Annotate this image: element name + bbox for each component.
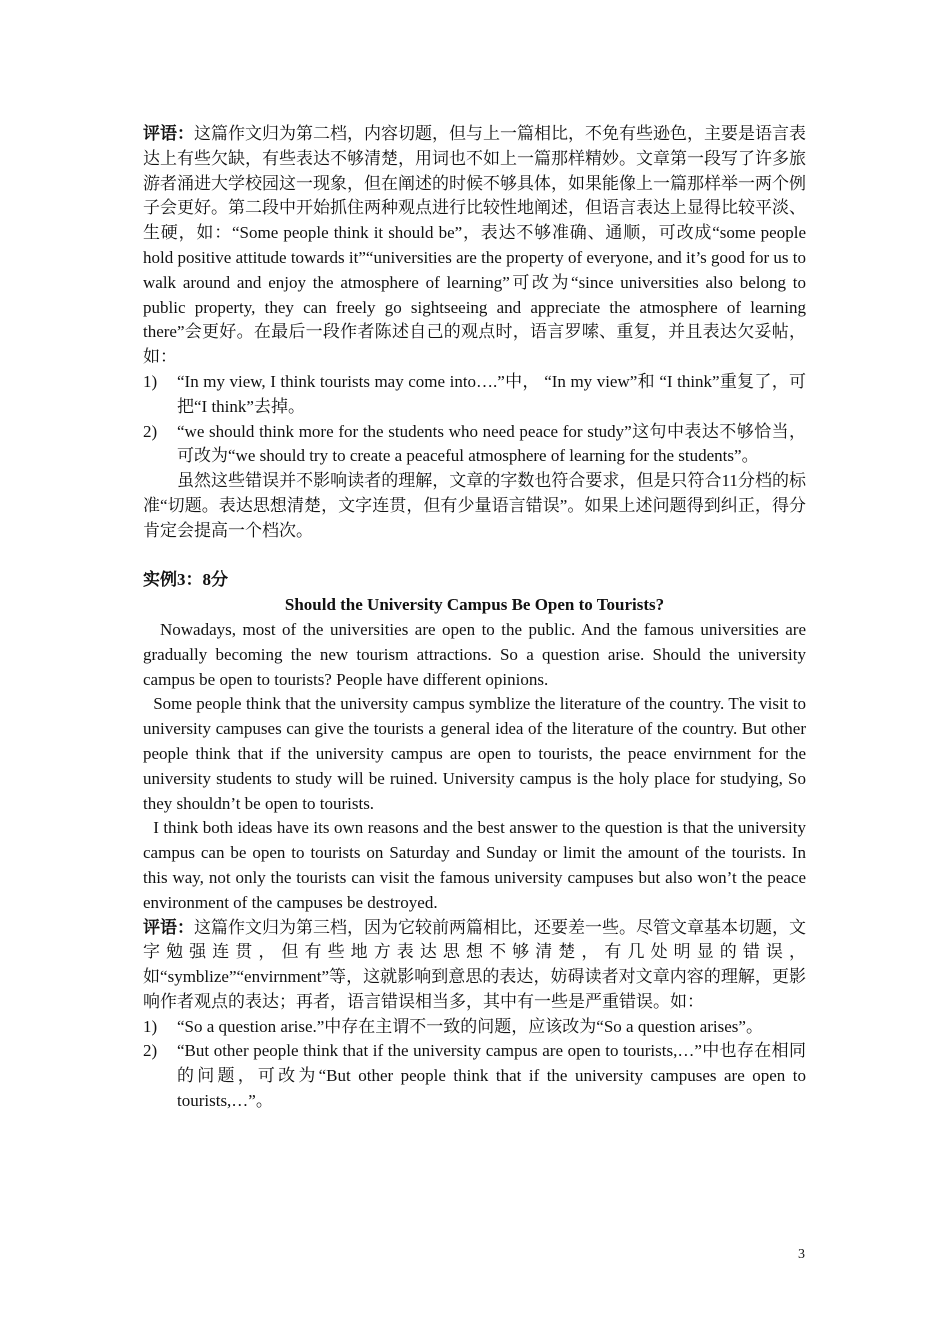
review-3-paragraph (143, 916, 806, 1015)
review-2-item-2 (143, 420, 806, 470)
review-label: 评语： (143, 124, 194, 143)
review-2-item-1 (143, 370, 806, 420)
list-text: “In my view, I think tourists may come into….”中， “In my view”和 “I think”重复了，可把“I think”去掉。 (177, 371, 806, 416)
review-text: 这篇作文归为第三档，因为它较前两篇相比，还要差一些。尽管文章基本切题，文字勉强连贯，但有些地方表达思想不够清楚，有几处明显的错误，如“symblize”“envirnment”等，这就影响到意思的表达，妨碍读者对文章内容的理解，更影响作者观点的表达；再者，语言错误相当多，其中有一些是严重错误。如： (143, 917, 806, 1011)
list-number: 2) (143, 1041, 158, 1061)
list-number: 2) (143, 421, 158, 441)
spacer (143, 544, 806, 569)
essay-paragraph-1: Nowadays, most of the universities are open to the public. And the famous universities are gradually becoming the new tourism attractions. So a question arise. Should the university campus be open to tourists? People have different opinions. (143, 619, 806, 689)
review-2-paragraph (143, 122, 806, 370)
list-text: “So a question arise.”中存在主谓不一致的问题，应该改为“So a question arises”。 (177, 1016, 763, 1036)
list-number: 1) (143, 371, 158, 391)
list-text: “But other people think that if the university campus are open to tourists,…”中也存在相同的问题，可改为“But other people think that if the university campuses are open to tourists,…”。 (177, 1041, 806, 1111)
list-text: “we should think more for the students who need peace for study”这句中表达不够恰当，可改为“we should try to create a peaceful atmosphere of learning for the students”。 (177, 421, 806, 466)
essay-paragraph-3: I think both ideas have its own reasons and the best answer to the question is that the university campus can be open to tourists on Saturday and Sunday or limit the amount of the tourists. In this way, not only the tourists can visit the famous university campuses but also won’t the peace environment of the campuses be destroyed. (143, 818, 806, 912)
example-3-heading: 实例3：8分 (143, 570, 228, 590)
review-3-item-2 (143, 1039, 806, 1113)
document-page (143, 122, 806, 1114)
review-3-item-1 (143, 1015, 806, 1040)
page-number: 3 (798, 1247, 805, 1262)
review-label: 评语： (143, 917, 194, 937)
review-2-conclusion: 虽然这些错误并不影响读者的理解，文章的字数也符合要求，但是只符合11分档的标准“切题。表达思想清楚，文字连贯，但有少量语言错误”。如果上述问题得到纠正，得分肯定会提高一个档次。 (143, 471, 806, 540)
essay-paragraph-2: Some people think that the university campus symblize the literature of the country. The visit to university campuses can give the tourists a general idea of the literature of the country. But other people think that if the university campus are open to tourists, the peace envirnment for the university students to study will be ruined. University campus is the holy place for studying, So they shouldn’t be open to tourists. (143, 694, 806, 813)
review-text: 这篇作文归为第二档，内容切题，但与上一篇相比，不免有些逊色，主要是语言表达上有些欠缺，有些表达不够清楚，用词也不如上一篇那样精妙。文章第一段写了许多旅游者涌进大学校园这一现象，但在阐述的时候不够具体，如果能像上一篇那样举一两个例子会更好。第二段中开始抓住两种观点进行比较性地阐述，但语言表达上显得比较平淡、生硬，如：“Some people think it should be”，表达不够准确、通顺，可改成“some people hold positive attitude towards it”“universities are the property of everyone, and it’s good for us to walk around and enjoy the atmosphere of learning”可改为“since universities also belong to public property, they can freely go sightseeing and appreciate the atmosphere of learning there”会更好。在最后一段作者陈述自己的观点时，语言罗嗦、重复，并且表达欠妥帖，如： (143, 124, 806, 367)
essay-title: Should the University Campus Be Open to Tourists? (284, 595, 665, 615)
list-number: 1) (143, 1016, 158, 1036)
